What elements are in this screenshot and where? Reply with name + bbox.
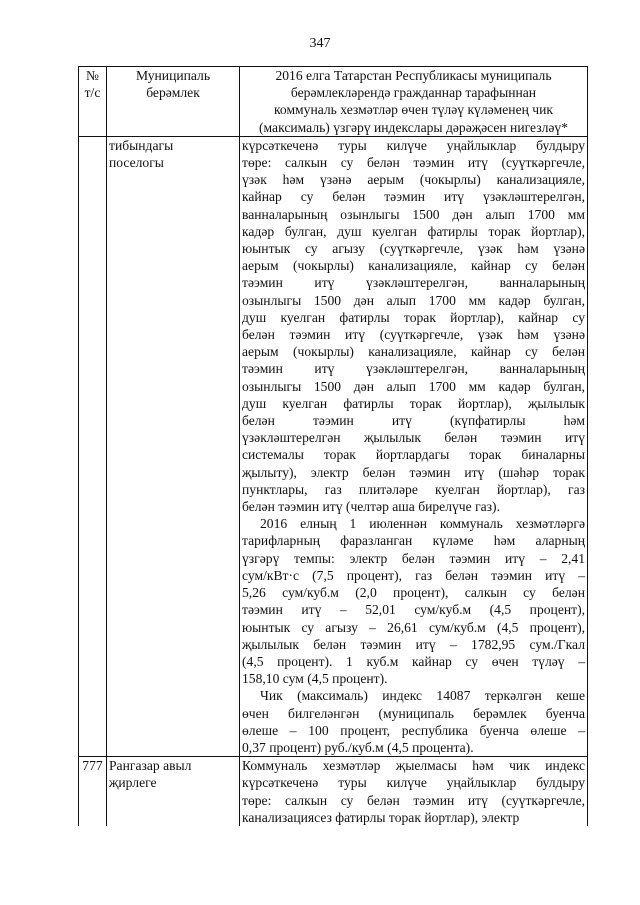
justification-line: ванналарының озынлыгы 1500 дән алып 1700 мм [242,206,585,222]
table-header-row [79,67,588,137]
justification-line: 2016 елның 1 июленнән коммуналь хезмәтләргә [260,516,585,532]
header-number-line: № [86,68,99,83]
justification-line: 0,37 процент) руб./куб.м (4,5 процента). [242,739,474,755]
justification-line: юынтык су агызу (суүткәргечле, үзәк һәм үзәнә [242,241,585,257]
page-number: 347 [309,36,331,51]
justification-line: үзгәрү темпы: электр белән тәэмин итү – 2,41 [242,550,585,566]
justification-cell [240,757,588,826]
justification-line: тәэмин итү үзәкләштерелгән, ванналарының [242,275,585,291]
justification-line: озынлыгы 1500 дән алып 1700 мм кадәр булган, [242,292,585,308]
table-row [79,136,588,756]
municipality-cell [107,757,240,826]
justification-line: тарифларның фаразланган күләме һәм аларның [242,533,585,549]
row-number [79,136,107,756]
justification-line: системалы торак йортлардагы торак биналарны [242,447,585,463]
header-number [79,67,107,137]
justification-line: белән тәэмин итү (күпфатирлы һәм [242,413,585,429]
header-justification-line: берәмлекләрендә гражданнар тарафыннан [290,85,537,101]
justification-line: Чик (максималь) индекс 14087 теркәлгән кеше [260,688,585,704]
justification-line: сум/кВт·с (7,5 процент), газ белән тәэмин итү – [242,567,585,583]
justification-line: үзәк һәм үзәнә аерым (чокырлы) канализацияле, [242,172,585,188]
justification-line: аерым (чокырлы) канализацияле, кайнар су белән [242,344,585,360]
justification-line: белән тәэмин итү (челтәр аша бирелүче газ). [242,499,500,515]
justification-line: озынлыгы 1500 дән алып 1700 мм кадәр булган, [242,378,585,394]
justification-line: тәэмин итү – 52,01 сум/куб.м (4,5 процент), [242,602,585,618]
justification-line: күрсәткеченә туры килүче уңайлыклар булдыру [242,775,585,791]
header-municipality-line: берәмлек [146,85,200,101]
justification-line: төре: салкын су белән тәэмин итү (суүткәргечле, [242,792,585,808]
municipality-cell [107,136,240,756]
municipality-line: җирлеге [109,775,157,791]
justification-line: белән тәэмин итү (суүткәргечле, үзәк һәм үзәнә [242,327,585,343]
justification-line: 158,10 сум (4,5 процент). [242,671,388,687]
justification-line: өчен билгеләнгән (муниципаль берәмлек буенча [242,705,585,721]
header-municipality-line: Муниципаль [135,68,211,83]
justification-line: кадәр булган, душ куелган фатирлы торак йортлар), [242,223,585,239]
header-justification-line: (максималь) үзгәрү индекслары дәрәҗәсен нигезләү* [259,119,568,135]
table-row [79,757,588,826]
header-municipality [107,67,240,137]
justification-line: душ куелган фатирлы торак йортлар), кайнар су [242,309,585,325]
municipality-line: поселогы [109,155,164,171]
header-justification-line: 2016 елга Татарстан Республикасы муниципаль [275,68,552,83]
municipality-line: Рангазар авыл [109,758,192,774]
justification-line: җылылык белән тәэмин итү – 1782,95 сум./Гкал [242,636,585,652]
municipality-line: тибындагы [109,137,174,153]
justification-line: өлеше – 100 процент, республика буенча өлеше – [242,722,585,738]
justification-line: кайнар су белән тәэмин итү үзәкләштерелгән, [242,189,585,205]
row-number: 777 [79,757,107,826]
justification-line: юынтык су агызу – 26,61 сум/куб.м (4,5 процент), [242,619,585,635]
justification-line: пунктлары, газ плитәләре куелган йортлар), газ [242,481,585,497]
justification-line: тәэмин итү үзәкләштерелгән, ванналарының [242,361,585,377]
header-justification-line: коммуналь хезмәтләр өчен түләү күләменең чик [274,102,553,118]
justification-line: күрсәткеченә туры килүче уңайлыклар булдыру [242,137,585,153]
justification-line: 5,26 сум/куб.м (2,0 процент), салкын су белән [242,585,585,601]
justification-line: Коммуналь хезмәтләр җыелмасы һәм чик индекс [242,758,585,774]
justification-line: канализациясез фатирлы торак йортлар), электр [242,809,520,825]
justification-line: төре: салкын су белән тәэмин итү (суүткәргечле, [242,155,585,171]
header-justification [240,67,588,137]
justification-line: аерым (чокырлы) канализацияле, кайнар су белән [242,258,585,274]
justification-line: (4,5 процент). 1 куб.м кайнар су өчен түләү – [242,653,585,669]
municipal-index-table [78,66,588,826]
justification-line: душ куелган фатирлы торак йортлар), җылылык [242,395,585,411]
justification-cell [240,136,588,756]
justification-line: җылыту), электр белән тәэмин итү (шәһәр торак [242,464,585,480]
justification-line: үзәкләштерелгән җылылык белән тәэмин итү [242,430,585,446]
header-number-line: т/с [84,85,101,101]
